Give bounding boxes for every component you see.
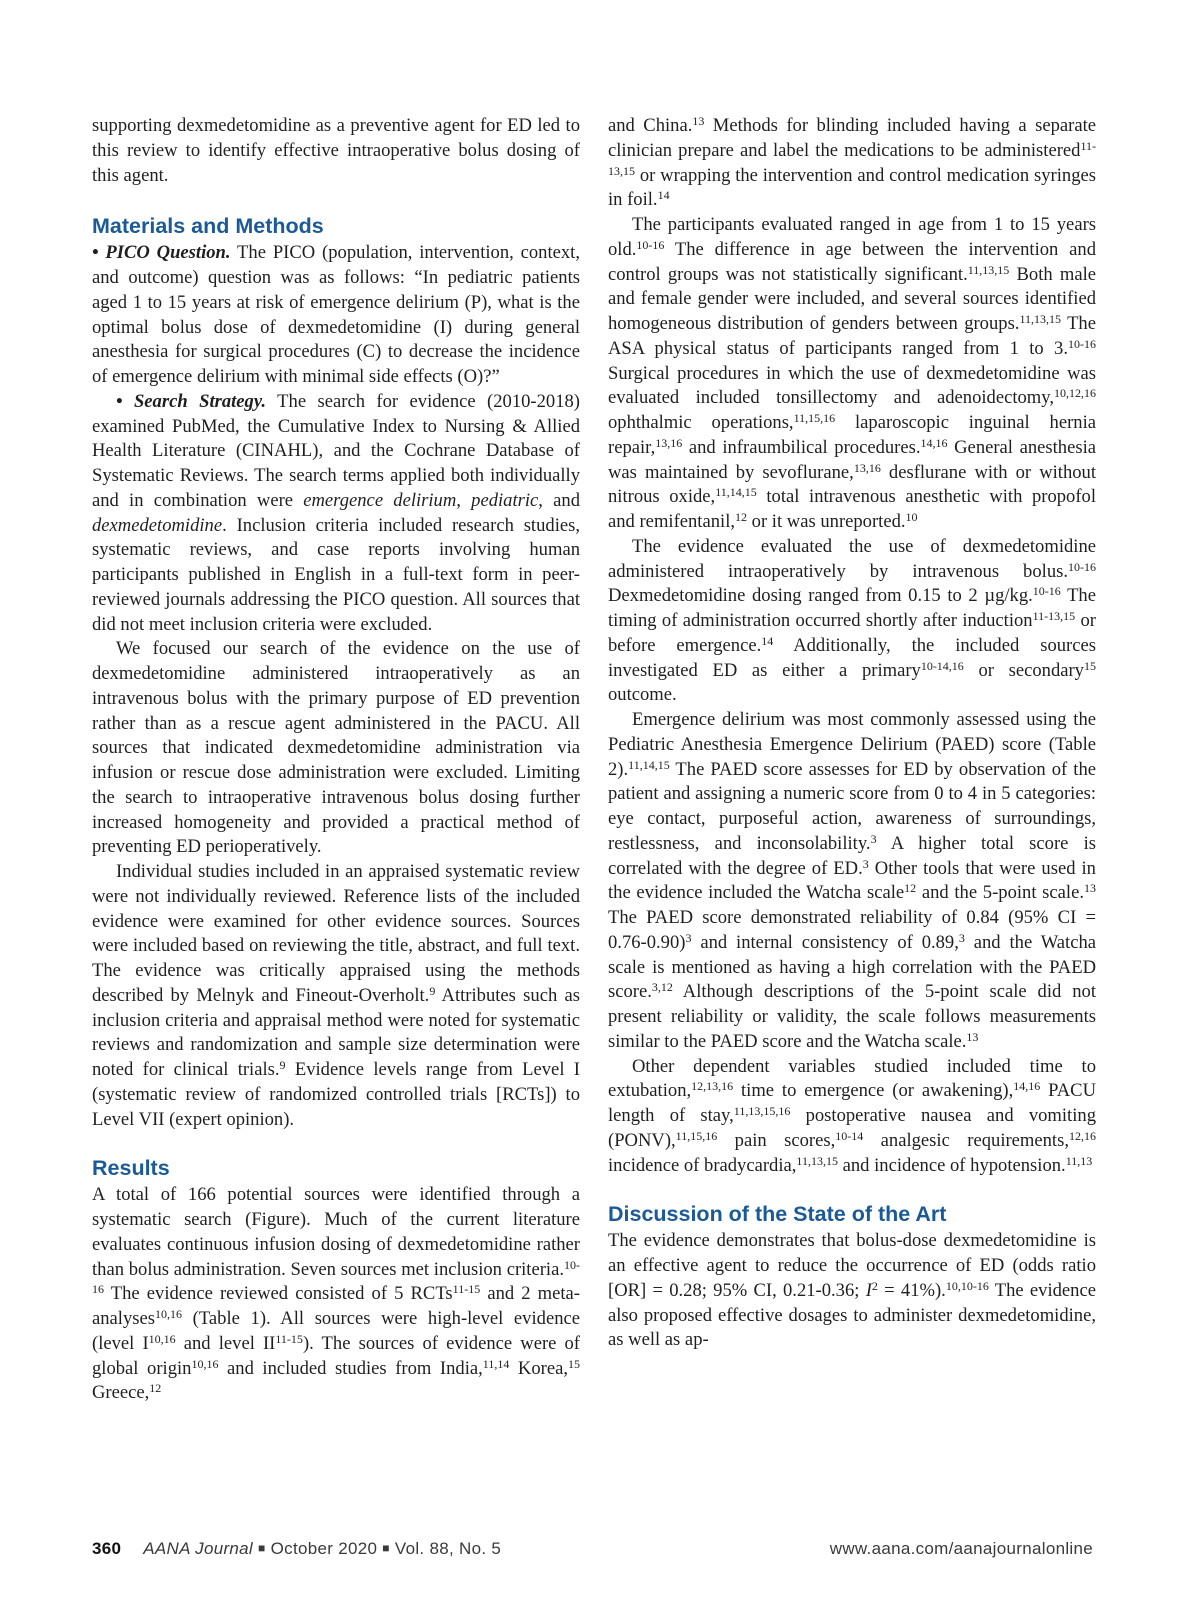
issue-date: October 2020 (270, 1539, 378, 1558)
p-text: The timing of administration occurred shortly after induction (608, 585, 1096, 631)
citation: 10,16 (148, 1331, 176, 1346)
pico-label: • PICO Question. (92, 242, 231, 264)
p-text: The PAED score demonstrated reliability of 0.84 (95% CI = 0.76-0.90) (608, 907, 1096, 953)
p-text: The difference in age between the intervention and control groups was not statistically significant. (608, 238, 1096, 285)
p-text: Dexmedetomidine dosing ranged from 0.15 to 2 µg/kg. (608, 585, 1033, 607)
p-text: The evidence evaluated the use of dexmedetomidine administered intraoperatively by intravenous bolus. (608, 535, 1096, 582)
res-text: and level II (175, 1332, 276, 1354)
search-label: • Search Strategy. (116, 390, 267, 412)
p-text: and infraumbilical procedures. (682, 436, 921, 458)
p-text: Both male and female gender were included, and several sources identified homogeneous distribution of genders between groups. (608, 263, 1096, 334)
right-column (608, 114, 1096, 1353)
pico-paragraph (92, 241, 580, 390)
p-text: The evidence demonstrates that bolus-dose dexmedetomidine is an effective agent to reduce the occurrence of ED (odds ratio [OR] = 0.28; 95% CI, 0.21-0.36; (608, 1230, 1096, 1301)
page-number: 360 (92, 1539, 122, 1558)
p-text: or before emergence. (608, 610, 1097, 656)
footer-website[interactable]: www.aana.com/aanajournalonline (829, 1539, 1093, 1558)
citation: 15 (1083, 658, 1096, 673)
p-text: Methods for blinding included having a separate clinician prepare and label the medications to be administered (608, 115, 1096, 161)
superscript: 2 (871, 1278, 878, 1293)
citation: 14,16 (920, 435, 948, 450)
res-text: The evidence reviewed consisted of 5 RCTs (104, 1283, 453, 1305)
citation: 14,16 (1013, 1079, 1041, 1094)
citation: 12 (904, 881, 917, 896)
res-text: Korea, (509, 1357, 568, 1379)
dependent-variables-paragraph (608, 1055, 1096, 1179)
indiv-text-1: Individual studies included in an appraised systematic review were not individually reviewed. Reference lists of the included evidence were examined for other evidence sources. Sources were included based on reviewing the title, abstract, and full text. The evidence was critically appraised using the methods described by Melnyk and Fineout-Overholt. (92, 861, 580, 1006)
p-text: and internal consistency of 0.89, (691, 931, 959, 953)
citation: 3 (958, 930, 965, 945)
p-text: or secondary (963, 659, 1084, 681)
materials-methods-heading: Materials and Methods (92, 214, 324, 239)
p-text: The evidence also proposed effective dosages to administer dexmedetomidine, as well as ap- (608, 1279, 1096, 1351)
discussion-paragraph (608, 1229, 1096, 1353)
citation: 10,12,16 (1054, 386, 1096, 401)
citation: 13 (1084, 881, 1096, 896)
citation: 11,13,15,16 (733, 1104, 791, 1118)
left-column (92, 114, 580, 1406)
p-text: and the Watcha scale is mentioned as having a high correlation with the PAED score. (608, 931, 1097, 1003)
p-text: and China. (608, 115, 693, 136)
p-text: PACU length of stay, (608, 1080, 1096, 1126)
citation: 10,10-16 (945, 1278, 989, 1293)
search-term-3: dexmedetomidine (92, 514, 223, 536)
search-and: , and (538, 489, 580, 511)
p-text: pain scores, (717, 1129, 836, 1151)
p-text: and incidence of hypotension. (837, 1154, 1066, 1176)
participants-paragraph (608, 213, 1096, 535)
citation: 11-13,15 (1032, 609, 1076, 623)
citation: 10-16 (92, 1257, 580, 1297)
indiv-text-3: Evidence levels range from Level I (systematic review of randomized controlled trials [RCTs]) to Level VII (expert opinion). (92, 1059, 581, 1130)
res-text: and 2 meta-analyses (92, 1283, 581, 1329)
focus-paragraph: We focused our search of the evidence on the use of dexmedetomidine administered intraoperatively as an intravenous bolus with the primary purpose of ED prevention rather than as a rescue agent administered in the PACU. All sources that indicated dexmedetomidine administration via infusion or rescue dose administration were excluded. Limiting the search to intraoperative intravenous bolus dosing further increased homogeneity and provided a practical method of preventing ED perioperatively. (92, 638, 580, 858)
citation: 11-15 (275, 1331, 303, 1346)
citation: 11,14,15 (715, 485, 757, 500)
citation: 9 (429, 983, 436, 998)
indiv-text-2: Attributes such as inclusion criteria and appraisal method were noted for systematic reviews and randomization and sample size determination were noted for clinical trials. (92, 984, 580, 1080)
p-text: Emergence delirium was most commonly assessed using the Pediatric Anesthesia Emergence Delirium (PAED) score (Table 2). (608, 709, 1096, 780)
citation: 14 (657, 188, 670, 203)
individual-studies-paragraph (92, 860, 580, 1132)
citation: 10-14 (835, 1128, 864, 1143)
p-text: time to emergence (or awakening), (733, 1080, 1014, 1102)
search-text-2: . Inclusion criteria included research studies, systematic reviews, and case reports involving human participants published in English in a full-text form in peer-reviewed journals addressing the PICO question. All sources that did not meet inclusion criteria were excluded. (92, 514, 580, 635)
citation: 10-14,16 (920, 658, 964, 673)
p-text: Surgical procedures in which the use of dexmedetomidine was evaluated included tonsillectomy and adenoidectomy, (608, 362, 1096, 409)
res-text: (Table 1). All sources were high-level evidence (level I (92, 1308, 580, 1354)
p-text: A higher total score is correlated with the degree of ED. (608, 832, 1096, 879)
footer-citation (92, 1539, 501, 1559)
citation: 12 (735, 510, 748, 524)
intro-paragraph: supporting dexmedetomidine as a preventive agent for ED led to this review to identify effective intraoperative bolus dosing of this agent. (92, 115, 580, 186)
citation: 15 (567, 1356, 580, 1371)
res-text: and included studies from India, (218, 1357, 483, 1379)
citation: 10 (905, 510, 918, 524)
citation: 10,16 (155, 1307, 182, 1321)
citation: 3 (862, 856, 869, 871)
citation: 3,12 (651, 980, 673, 995)
citation: 3 (870, 831, 877, 846)
p-text: Additionally, the included sources investigated ED as either a primary (608, 634, 1096, 681)
res-text: Greece, (92, 1382, 150, 1404)
p-text: The PAED score assesses for ED by observation of the patient and assigning a numeric score from 0 to 4 in 5 categories: eye contact, purposeful action, awareness of surroundings, restlessness, and inconsolability. (608, 758, 1096, 854)
p-text: outcome. (608, 684, 677, 706)
citation: 3 (685, 930, 692, 945)
citation: 9 (279, 1058, 286, 1072)
citation: 11,15,16 (793, 411, 836, 425)
p-text: total intravenous anesthetic with propofol and remifentanil, (608, 486, 1097, 532)
citation: 11,13,15 (967, 262, 1010, 277)
i-squared: I (865, 1279, 872, 1301)
citation: 10-16 (1068, 336, 1096, 351)
p-text: The ASA physical status of participants ranged from 1 to 3. (608, 313, 1096, 359)
citation: 10,16 (191, 1356, 219, 1371)
separator-square: ■ (382, 1541, 390, 1555)
journal-name: AANA Journal (143, 1539, 254, 1558)
citation: 11-15 (452, 1282, 481, 1297)
results-paragraph (92, 1183, 580, 1406)
discussion-heading: Discussion of the State of the Art (608, 1202, 947, 1227)
search-text: The search for evidence (2010-2018) examined PubMed, the Cumulative Index to Nursing & Allied Health Literature (CINAHL), and the Cochrane Database of Systematic Reviews. The search terms applied both individually and in combination were (92, 390, 581, 511)
p-text: or it was unreported. (747, 511, 906, 532)
blinding-paragraph (608, 114, 1096, 213)
citation: 13 (692, 114, 705, 128)
dosing-paragraph (608, 535, 1096, 708)
volume: Vol. 88, No. 5 (394, 1539, 502, 1558)
p-text: ophthalmic operations, (608, 412, 794, 433)
res-text: A total of 166 potential sources were identified through a systematic search (Figure). Much of the current literature evaluates continuous infusion dosing of dexmedetomidine rather than bolus administration. Seven sources met inclusion criteria. (92, 1184, 580, 1280)
p-text: Other tools that were used in the evidence included the Watcha scale (608, 857, 1096, 904)
p-text: The participants evaluated ranged in age from 1 to 15 years old. (608, 214, 1096, 260)
p-text: postoperative nausea and vomiting (PONV), (608, 1105, 1096, 1151)
p-text: Other dependent variables studied included time to extubation, (608, 1055, 1096, 1102)
citation: 11-13,15 (608, 138, 1096, 178)
res-text: ). The sources of evidence were of global origin (92, 1332, 580, 1379)
citation: 11,14 (482, 1356, 510, 1371)
search-terms: emergence delirium, pediatric (303, 489, 539, 511)
citation: 11,15,16 (675, 1128, 718, 1143)
p-text: desflurane with or without nitrous oxide, (608, 461, 1097, 508)
citation: 10-16 (636, 237, 665, 252)
p-text: Although descriptions of the 5-point scale did not present reliability or validity, the scale follows measurements similar to the PAED score and the Watcha scale. (608, 981, 1096, 1052)
citation: 11,14,15 (628, 757, 670, 772)
p-text: General anesthesia was maintained by sevoflurane, (608, 436, 1096, 483)
pico-text: The PICO (population, intervention, context, and outcome) question was as follows: “In pediatric patients aged 1 to 15 years at risk of emergence delirium (P), what is the optimal bolus dose of dexmedetomidine (I) during general anesthesia for surgical procedures (C) to decrease the incidence of emergence delirium with minimal side effects (O)?” (92, 242, 580, 387)
citation: 14 (761, 633, 774, 648)
citation: 10-16 (1068, 559, 1096, 574)
separator-square: ■ (258, 1541, 266, 1555)
citation: 11,13 (1065, 1153, 1093, 1168)
citation: 13,16 (655, 435, 683, 450)
p-text: incidence of bradycardia, (608, 1154, 797, 1176)
p-text: = 41%). (877, 1279, 946, 1301)
results-heading: Results (92, 1156, 170, 1181)
citation: 12,13,16 (691, 1079, 734, 1094)
p-text: laparoscopic inguinal hernia repair, (608, 412, 1096, 458)
citation: 11,13,15 (796, 1153, 838, 1168)
search-strategy-paragraph (92, 390, 580, 638)
p-text: and the 5-point scale. (916, 882, 1084, 904)
citation: 11,13,15 (1019, 312, 1062, 326)
citation: 13 (966, 1029, 979, 1044)
paed-paragraph (608, 708, 1096, 1055)
citation: 10-16 (1032, 584, 1061, 599)
p-text: or wrapping the intervention and control medication syringes in foil. (608, 164, 1096, 211)
p-text: analgesic requirements, (863, 1129, 1069, 1151)
citation: 12,16 (1069, 1128, 1096, 1143)
citation: 13,16 (853, 460, 881, 475)
citation: 12 (149, 1381, 162, 1396)
